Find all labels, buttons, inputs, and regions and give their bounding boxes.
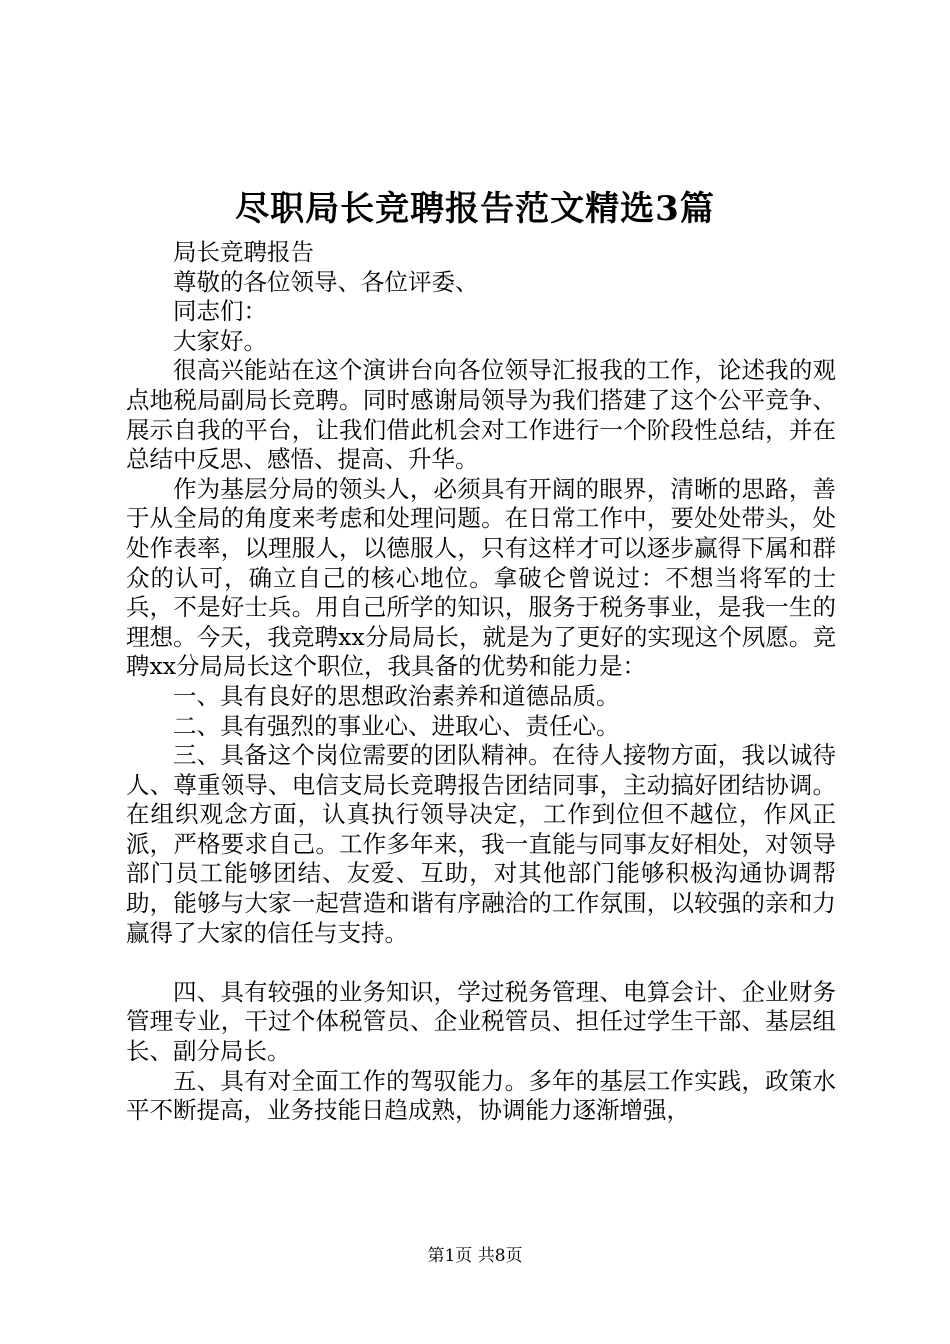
paragraph-point-1: 一、具有良好的思想政治素养和道德品质。 [173, 681, 620, 710]
paragraph-point-5: 五、具有对全面工作的驾驭能力。多年的基层工作实践，政策水平不断提高，业务技能日趋成熟，协调能力逐渐增强， [126, 1066, 836, 1125]
paragraph-salutation-2: 同志们： [173, 297, 267, 326]
paragraph-point-4: 四、具有较强的业务知识，学过税务管理、电算会计、企业财务管理专业，干过个体税管员、企业税管员、担任过学生干部、基层组长、副分局长。 [126, 977, 836, 1066]
document-title: 尽职局长竞聘报告范文精选3篇 [235, 189, 715, 229]
paragraph-heading: 局长竞聘报告 [173, 238, 314, 266]
document-body [126, 238, 836, 1126]
paragraph-salutation: 尊敬的各位领导、各位评委、 [173, 267, 479, 296]
paragraph-point-2: 二、具有强烈的事业心、进取心、责任心。 [173, 711, 620, 740]
paragraph-point-3: 三、具备这个岗位需要的团队精神。在待人接物方面，我以诚待人、尊重领导、电信支局长竞聘报告团结同事，主动搞好团结协调。在组织观念方面，认真执行领导决定，工作到位但不越位，作风正派，严格要求自己。工作多年来，我一直能与同事友好相处，对领导部门员工能够团结、友爱、互助，对其他部门能够积极沟通协调帮助，能够与大家一起营造和谐有序融洽的工作氛围，以较强的亲和力赢得了大家的信任与支持。 [126, 741, 836, 947]
paragraph-intro: 很高兴能站在这个演讲台向各位领导汇报我的工作，论述我的观点地税局副局长竞聘。同时感谢局领导为我们搭建了这个公平竞争、展示自我的平台，让我们借此机会对工作进行一个阶段性总结，并在总结中反思、感悟、提高、升华。 [126, 356, 836, 474]
paragraph-leadership: 作为基层分局的领头人，必须具有开阔的眼界，清晰的思路，善于从全局的角度来考虑和处理问题。在日常工作中，要处处带头，处处作表率，以理服人，以德服人，只有这样才可以逐步赢得下属和群众的认可，确立自己的核心地位。拿破仑曾说过：不想当将军的士兵，不是好士兵。用自己所学的知识，服务于税务事业，是我一生的理想。今天，我竞聘xx分局局长，就是为了更好的实现这个夙愿。竞聘xx分局局长这个职位，我具备的优势和能力是： [126, 474, 836, 681]
page-number: 第1页 共8页 [427, 1246, 523, 1266]
paragraph-greeting: 大家好。 [173, 326, 267, 355]
